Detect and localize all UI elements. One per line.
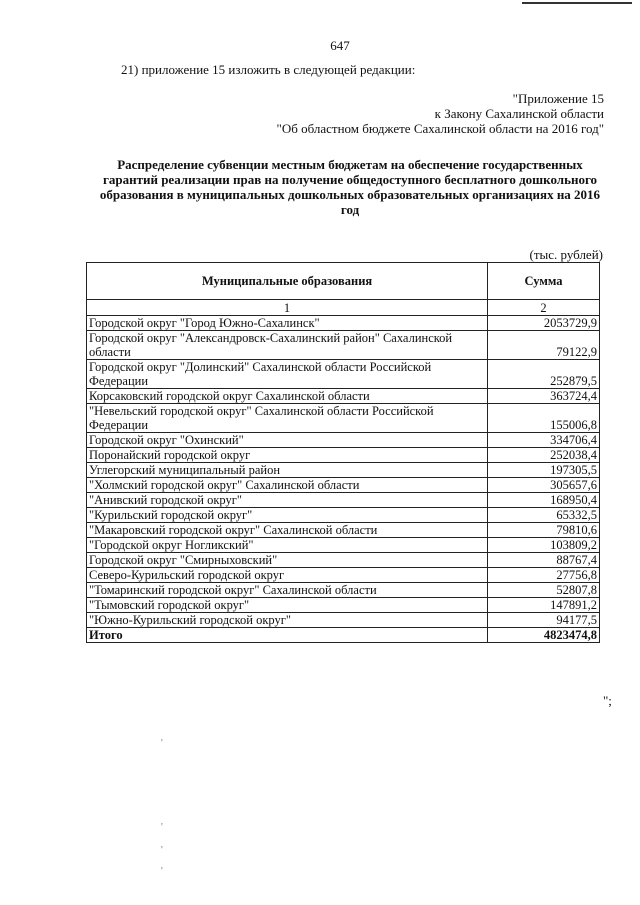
municipality-name: Городской округ "Александровск-Сахалинский район" Сахалинской области bbox=[87, 331, 488, 360]
table-row bbox=[87, 316, 600, 331]
table-row bbox=[87, 613, 600, 628]
municipality-name: "Холмский городской округ" Сахалинской области bbox=[87, 478, 488, 493]
table-row bbox=[87, 404, 600, 433]
column-number-row bbox=[87, 300, 600, 316]
title-line-4: год bbox=[340, 202, 360, 217]
title-line-2: гарантий реализации прав на получение общедоступного бесплатного дошкольного bbox=[102, 172, 598, 187]
municipality-sum: 363724,4 bbox=[488, 389, 600, 404]
top-edge-mark bbox=[522, 2, 632, 4]
header-municipalities: Муниципальные образования bbox=[87, 263, 488, 300]
amendment-instruction: 21) приложение 15 изложить в следующей редакции: bbox=[121, 62, 416, 77]
title-line-3: образования в муниципальных дошкольных образовательных организациях на 2016 bbox=[99, 187, 601, 202]
municipality-sum: 65332,5 bbox=[488, 508, 600, 523]
table-row bbox=[87, 568, 600, 583]
municipality-name: "Невельский городской округ" Сахалинской области Российской Федерации bbox=[87, 404, 488, 433]
appendix-line-3: "Об областном бюджете Сахалинской области на 2016 год" bbox=[276, 121, 604, 136]
table-row bbox=[87, 583, 600, 598]
municipality-sum: 197305,5 bbox=[488, 463, 600, 478]
municipality-name: Поронайский городской округ bbox=[87, 448, 488, 463]
appendix-line-1: "Приложение 15 bbox=[512, 91, 604, 106]
municipality-name: Углегорский муниципальный район bbox=[87, 463, 488, 478]
table-row bbox=[87, 463, 600, 478]
municipality-name: "Южно-Курильский городской округ" bbox=[87, 613, 488, 628]
table-row bbox=[87, 448, 600, 463]
municipality-sum: 252879,5 bbox=[488, 360, 600, 389]
scan-speck: ' bbox=[161, 866, 163, 877]
total-label: Итого bbox=[87, 628, 488, 643]
municipality-name: Городской округ "Долинский" Сахалинской области Российской Федерации bbox=[87, 360, 488, 389]
scan-speck: ' bbox=[161, 822, 163, 833]
municipality-sum: 168950,4 bbox=[488, 493, 600, 508]
table-row bbox=[87, 538, 600, 553]
municipality-sum: 88767,4 bbox=[488, 553, 600, 568]
municipality-name: Городской округ "Смирныховский" bbox=[87, 553, 488, 568]
municipality-sum: 79810,6 bbox=[488, 523, 600, 538]
table-row bbox=[87, 508, 600, 523]
municipality-name: Корсаковский городской округ Сахалинской области bbox=[87, 389, 488, 404]
table-header-row bbox=[87, 263, 600, 300]
municipality-sum: 305657,6 bbox=[488, 478, 600, 493]
municipality-sum: 155006,8 bbox=[488, 404, 600, 433]
table-row bbox=[87, 493, 600, 508]
municipality-name: "Томаринский городской округ" Сахалинской области bbox=[87, 583, 488, 598]
municipality-sum: 2053729,9 bbox=[488, 316, 600, 331]
municipality-sum: 79122,9 bbox=[488, 331, 600, 360]
municipality-sum: 252038,4 bbox=[488, 448, 600, 463]
municipality-sum: 147891,2 bbox=[488, 598, 600, 613]
column-number-2: 2 bbox=[488, 300, 600, 316]
table-row bbox=[87, 598, 600, 613]
document-title bbox=[90, 157, 610, 217]
scan-speck: ' bbox=[161, 738, 163, 749]
table-row bbox=[87, 478, 600, 493]
municipality-name: "Курильский городской округ" bbox=[87, 508, 488, 523]
municipality-sum: 27756,8 bbox=[488, 568, 600, 583]
page-number: 647 bbox=[330, 38, 350, 53]
municipality-sum: 103809,2 bbox=[488, 538, 600, 553]
subvention-table bbox=[86, 262, 600, 643]
units-label: (тыс. рублей) bbox=[529, 247, 603, 262]
municipality-name: Городской округ "Охинский" bbox=[87, 433, 488, 448]
appendix-reference bbox=[277, 91, 604, 136]
table-row bbox=[87, 389, 600, 404]
column-number-1: 1 bbox=[87, 300, 488, 316]
municipality-sum: 94177,5 bbox=[488, 613, 600, 628]
total-row bbox=[87, 628, 600, 643]
scan-speck: ' bbox=[161, 845, 163, 856]
municipality-name: "Макаровский городской округ" Сахалинской области bbox=[87, 523, 488, 538]
table-body bbox=[87, 316, 600, 628]
table-row bbox=[87, 523, 600, 538]
municipality-name: "Тымовский городской округ" bbox=[87, 598, 488, 613]
table-row bbox=[87, 331, 600, 360]
total-sum: 4823474,8 bbox=[488, 628, 600, 643]
table-row bbox=[87, 360, 600, 389]
municipality-sum: 52807,8 bbox=[488, 583, 600, 598]
municipality-name: Северо-Курильский городской округ bbox=[87, 568, 488, 583]
closing-quote: "; bbox=[603, 693, 612, 708]
municipality-name: "Городской округ Ногликский" bbox=[87, 538, 488, 553]
municipality-name: "Анивский городской округ" bbox=[87, 493, 488, 508]
table-row bbox=[87, 433, 600, 448]
municipality-name: Городской округ "Город Южно-Сахалинск" bbox=[87, 316, 488, 331]
title-line-1: Распределение субвенции местным бюджетам на обеспечение государственных bbox=[117, 157, 583, 172]
appendix-line-2: к Закону Сахалинской области bbox=[434, 106, 604, 121]
table-row bbox=[87, 553, 600, 568]
municipality-sum: 334706,4 bbox=[488, 433, 600, 448]
header-sum: Сумма bbox=[488, 263, 600, 300]
